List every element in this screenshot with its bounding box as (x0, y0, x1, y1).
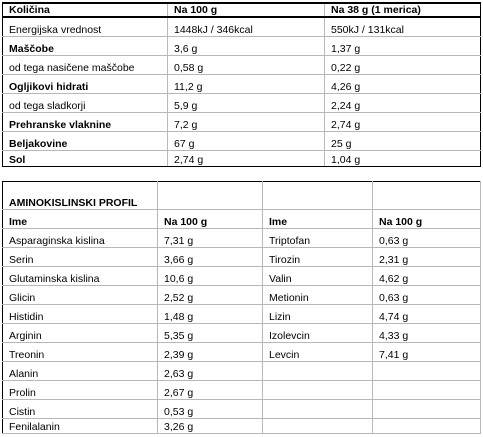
nutrition-row (3, 94, 481, 113)
amino-header-name: Ime (263, 210, 373, 229)
amino-acid-table (2, 181, 481, 434)
amino-value: 10,6 g (158, 267, 263, 286)
amino-name: Glicin (3, 286, 158, 305)
amino-value: 4,74 g (373, 305, 481, 324)
nutrient-per-100g: 2,74 g (168, 151, 325, 167)
amino-name (263, 381, 373, 400)
amino-title-empty (158, 182, 263, 210)
amino-value: 3,26 g (158, 419, 263, 434)
nutrition-row (3, 132, 481, 151)
amino-name: Glutaminska kislina (3, 267, 158, 286)
header-quantity: Količina (3, 3, 168, 17)
nutrient-per-38g: 1,37 g (325, 37, 481, 56)
amino-name: Arginin (3, 324, 158, 343)
amino-value: 3,66 g (158, 248, 263, 267)
amino-value: 2,67 g (158, 381, 263, 400)
nutrient-per-100g: 0,58 g (168, 56, 325, 75)
amino-row (3, 343, 481, 362)
nutrition-row (3, 37, 481, 56)
nutrient-per-100g: 1448kJ / 346kcal (168, 17, 325, 37)
nutrient-per-100g: 11,2 g (168, 75, 325, 94)
header-per-38g: Na 38 g (1 merica) (325, 3, 481, 17)
amino-name: Tirozin (263, 248, 373, 267)
nutrition-header-row (3, 3, 481, 17)
amino-row (3, 286, 481, 305)
amino-name: Prolin (3, 381, 158, 400)
amino-value: 2,39 g (158, 343, 263, 362)
amino-title-empty (373, 182, 481, 210)
amino-value: 2,31 g (373, 248, 481, 267)
amino-value: 0,63 g (373, 229, 481, 248)
amino-value: 2,63 g (158, 362, 263, 381)
amino-row (3, 267, 481, 286)
amino-row (3, 400, 481, 419)
amino-value: 4,33 g (373, 324, 481, 343)
nutrient-per-38g: 25 g (325, 132, 481, 151)
amino-name: Asparaginska kislina (3, 229, 158, 248)
nutrition-table (2, 2, 481, 167)
amino-value: 1,48 g (158, 305, 263, 324)
nutrient-per-38g: 2,74 g (325, 113, 481, 132)
amino-row (3, 305, 481, 324)
amino-value: 7,41 g (373, 343, 481, 362)
header-per-100g: Na 100 g (168, 3, 325, 17)
amino-table-body (3, 182, 481, 434)
nutrient-name: Beljakovine (3, 132, 168, 151)
amino-name (263, 362, 373, 381)
amino-title-row (3, 182, 481, 210)
nutrient-per-38g: 1,04 g (325, 151, 481, 167)
amino-value: 7,31 g (158, 229, 263, 248)
amino-row (3, 248, 481, 267)
amino-value (373, 419, 481, 434)
amino-title: AMINOKISLINSKI PROFIL (3, 182, 158, 210)
amino-row (3, 229, 481, 248)
amino-value: 4,62 g (373, 267, 481, 286)
amino-name: Lizin (263, 305, 373, 324)
amino-row (3, 362, 481, 381)
amino-value: 5,35 g (158, 324, 263, 343)
nutrient-name: Ogljikovi hidrati (3, 75, 168, 94)
amino-name: Metionin (263, 286, 373, 305)
nutrition-row (3, 113, 481, 132)
amino-name: Alanin (3, 362, 158, 381)
nutrient-per-38g: 2,24 g (325, 94, 481, 113)
nutrient-per-100g: 7,2 g (168, 113, 325, 132)
nutrient-per-38g: 4,26 g (325, 75, 481, 94)
amino-value (373, 362, 481, 381)
nutrition-row (3, 56, 481, 75)
amino-row (3, 324, 481, 343)
amino-title-empty (263, 182, 373, 210)
nutrient-per-38g: 550kJ / 131kcal (325, 17, 481, 37)
nutrition-row (3, 17, 481, 37)
amino-header-value: Na 100 g (373, 210, 481, 229)
amino-name: Valin (263, 267, 373, 286)
nutrient-per-100g: 3,6 g (168, 37, 325, 56)
amino-name: Cistin (3, 400, 158, 419)
amino-name: Histidin (3, 305, 158, 324)
nutrient-name: Prehranske vlaknine (3, 113, 168, 132)
nutrient-name: Energijska vrednost (3, 17, 168, 37)
amino-name (263, 400, 373, 419)
amino-name: Fenilalanin (3, 419, 158, 434)
amino-name: Treonin (3, 343, 158, 362)
nutrition-row (3, 151, 481, 167)
amino-name (263, 419, 373, 434)
nutrient-name: Maščobe (3, 37, 168, 56)
amino-name: Izolevcin (263, 324, 373, 343)
amino-value (373, 400, 481, 419)
amino-name: Levcin (263, 343, 373, 362)
nutrition-row (3, 75, 481, 94)
amino-row (3, 419, 481, 434)
nutrition-table-body (3, 3, 481, 167)
amino-value (373, 381, 481, 400)
amino-row (3, 381, 481, 400)
amino-header-name: Ime (3, 210, 158, 229)
amino-value: 2,52 g (158, 286, 263, 305)
nutrient-name: od tega nasičene maščobe (3, 56, 168, 75)
nutrient-per-100g: 5,9 g (168, 94, 325, 113)
amino-value: 0,63 g (373, 286, 481, 305)
amino-header-value: Na 100 g (158, 210, 263, 229)
amino-header-row (3, 210, 481, 229)
amino-name: Serin (3, 248, 158, 267)
nutrient-name: od tega sladkorji (3, 94, 168, 113)
nutrient-per-38g: 0,22 g (325, 56, 481, 75)
amino-name: Triptofan (263, 229, 373, 248)
nutrient-per-100g: 67 g (168, 132, 325, 151)
nutrient-name: Sol (3, 151, 168, 167)
amino-value: 0,53 g (158, 400, 263, 419)
